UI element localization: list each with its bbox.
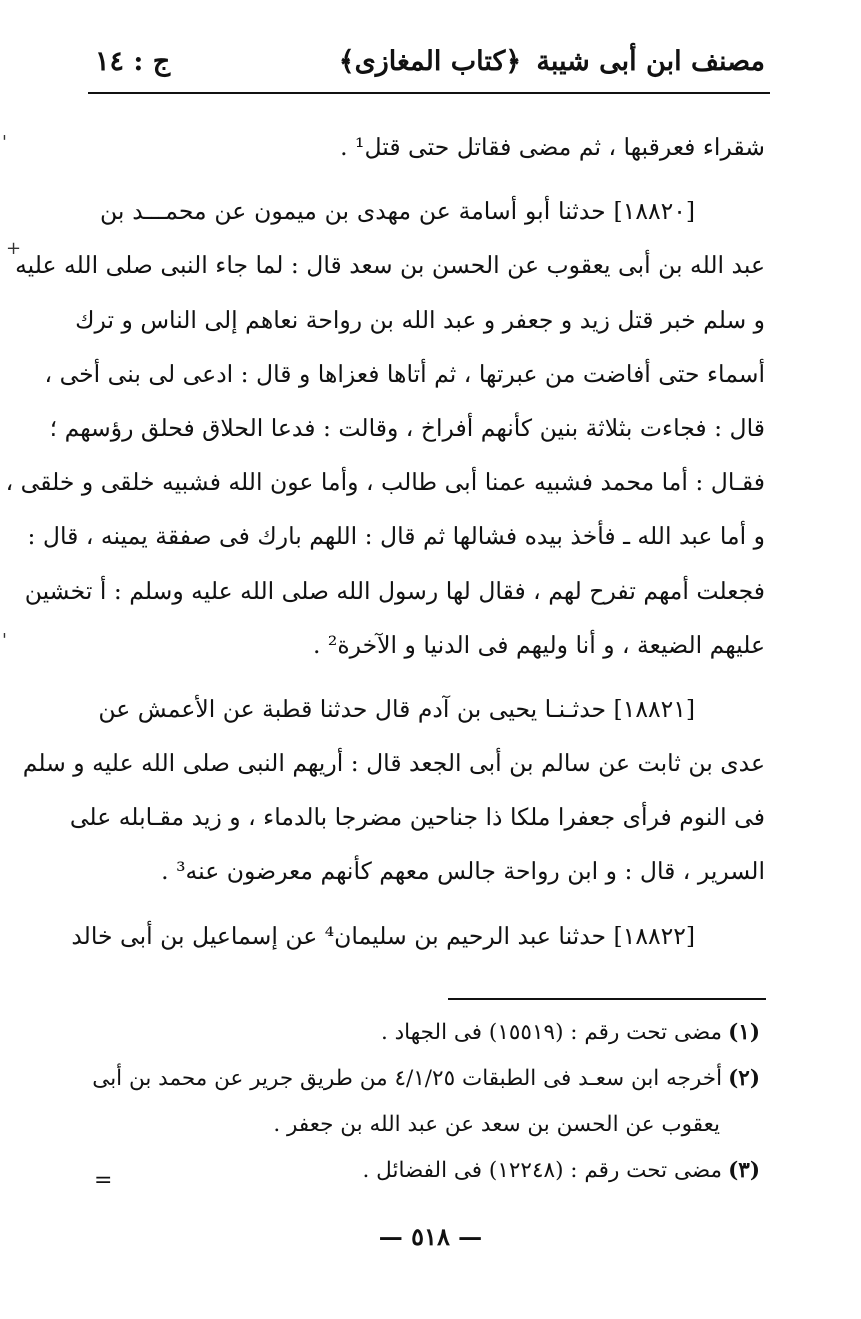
margin-mark: '	[2, 630, 7, 651]
text-line: و أما عبد الله ـ فأخذ بيده فشالها ثم قال : اللهم بارك فى صفقة يمينه ، قال :	[27, 522, 765, 551]
footnotes	[90, 1010, 760, 1194]
running-header	[95, 40, 765, 90]
text-line: فجعلت أمهم تفرح لهم ، فقال لها رسول الله صلى الله عليه وسلم : أ تخشين	[24, 576, 765, 605]
footnote-line	[90, 1010, 760, 1056]
text-line: عدى بن ثابت عن سالم بن أبى الجعد قال : أريهم النبى صلى الله عليه و سلم	[22, 749, 765, 778]
paragraph-gap	[100, 174, 765, 184]
margin-mark: '	[2, 132, 7, 153]
footnote-text: أخرجه ابن سعـد فى الطبقات ٤/١/٢٥ من طريق جرير عن محمد بن أبى	[92, 1066, 723, 1091]
book-title: مصنف ابن أبى شيبة	[536, 46, 765, 77]
text-line: عبد الله بن أبى يعقوب عن الحسن بن سعد قال : لما جاء النبى صلى الله عليه	[15, 251, 765, 280]
text-line: قال : فجاءت بثلاثة بنين كأنهم أفراخ ، وقالت : فدعا الحلاق فحلق رؤسهم ؛	[49, 413, 765, 442]
margin-cross-mark: +	[6, 238, 22, 259]
footnote-text: يعقوب عن الحسن بن سعد عن عبد الله بن جعفر .	[273, 1112, 720, 1137]
continuation-mark: =	[94, 1168, 113, 1193]
text-line: [١٨٨٢٢] حدثنا عبد الرحيم بن سليمان⁴ عن إسماعيل بن أبى خالد	[71, 921, 695, 950]
text-line: فقـال : أما محمد فشبيه عمنا أبى طالب ، وأما عون الله فشبيه خلقى و خلقى ،	[5, 468, 765, 497]
text-line: و سلم خبر قتل زيد و جعفر و عبد الله بن رواحة نعاهم إلى الناس و ترك	[75, 305, 765, 334]
footnote-number: (٢)	[728, 1066, 760, 1091]
text-line: [١٨٨٢١] حدثـنـا يحيى بن آدم قال حدثنا قطبة عن الأعمش عن	[98, 694, 695, 723]
footnote-text: مضى تحت رقم : (١٥٥١٩) فى الجهاد .	[380, 1020, 723, 1045]
volume-number: ج : ١٤	[95, 46, 171, 77]
footnote-rule	[448, 998, 766, 1000]
footnote-line	[90, 1102, 760, 1148]
text-line: عليهم الضيعة ، و أنا وليهم فى الدنيا و الآخرة² .	[312, 630, 765, 659]
footnote-line	[90, 1056, 760, 1102]
footnote-number: (٣)	[728, 1158, 760, 1183]
text-line: السرير ، قال : و ابن رواحة جالس معهم كأنهم معرضون عنه³ .	[161, 857, 765, 886]
footnote-text: مضى تحت رقم : (١٢٢٤٨) فى الفضائل .	[362, 1158, 723, 1183]
paragraph-gap	[100, 899, 765, 909]
text-line: أسماء حتى أفاضت من عبرتها ، ثم أتاها فعزاها و قال : ادعى لى بنى أخى ،	[44, 359, 765, 388]
text-line: [١٨٨٢٠] حدثنا أبو أسامة عن مهدى بن ميمون عن محمـــد بن	[100, 197, 695, 226]
footnote-number: (١)	[728, 1020, 760, 1045]
text-line: شقراء فعرقبها ، ثم مضى فقاتل حتى قتل¹ .	[340, 133, 765, 161]
text-line: فى النوم فرأى جعفرا ملكا ذا جناحين مضرجا بالدماء ، و زيد مقـابله على	[69, 803, 765, 832]
footnote-line	[90, 1148, 760, 1194]
main-text	[5, 120, 765, 963]
paragraph-gap	[100, 672, 765, 682]
header-rule	[88, 92, 770, 94]
chapter-title: ﴿كتاب المغازى﴾	[338, 46, 522, 77]
page-number: — ٥١٨ —	[378, 1222, 483, 1251]
